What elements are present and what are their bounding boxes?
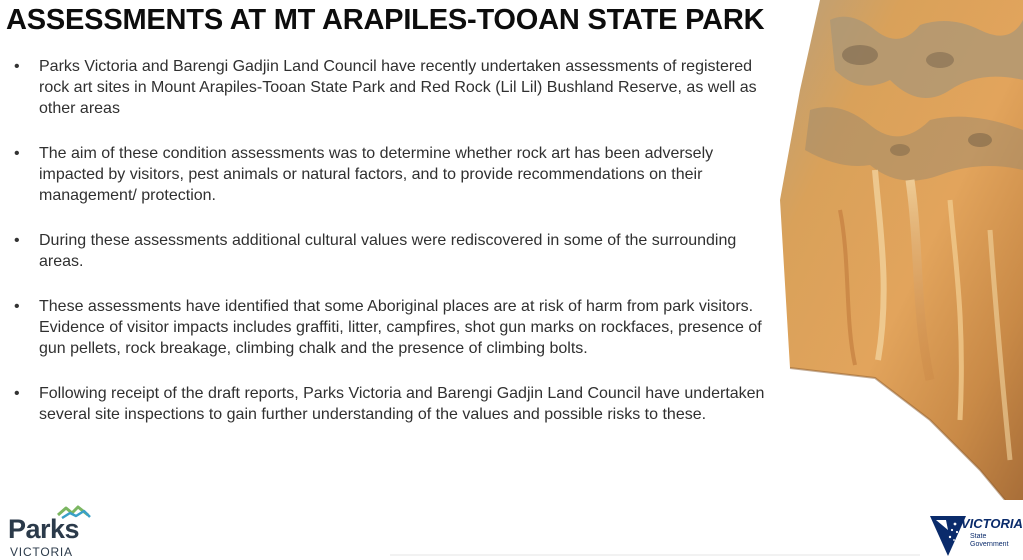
bullet-icon: • [14,145,20,162]
bullet-icon: • [14,58,20,75]
footer-divider [390,554,920,556]
list-item [14,296,774,359]
list-item [14,143,774,206]
rock-cliff-photo [780,0,1023,500]
bullet-icon: • [14,385,20,402]
victoria-logo-sub-line1: State [970,533,987,540]
bullet-text: Following receipt of the draft reports, Parks Victoria and Barengi Gadjin Land Council have undertaken several site inspections to gain further understanding of the values and possible risks to these. [39,385,765,423]
parks-logo-word: Parks [8,514,80,544]
victoria-logo-word: VICTORIA [961,516,1023,531]
list-item [14,56,774,119]
list-item [14,230,774,272]
bullet-text: Parks Victoria and Barengi Gadjin Land Council have recently undertaken assessments of registered rock art sites in Mount Arapiles-Tooan State Park and Red Rock (Lil Lil) Bushland Reserve, as well as other areas [39,58,757,117]
parks-victoria-logo [6,505,96,560]
victoria-state-government-logo [928,508,1023,560]
bullet-text: During these assessments additional cultural values were rediscovered in some of the surrounding areas. [39,232,737,270]
bullet-list [14,56,774,449]
victoria-logo-sub-line2: Government [970,541,1009,548]
bullet-text: These assessments have identified that some Aboriginal places are at risk of harm from park visitors. Evidence of visitor impacts includes graffiti, litter, campfires, shot gun marks on rockfaces, presence of gun pellets, rock breakage, climbing chalk and the presence of climbing bolts. [39,298,762,357]
bullet-icon: • [14,298,20,315]
bullet-text: The aim of these condition assessments was to determine whether rock art has been adversely impacted by visitors, pest animals or natural factors, and to provide recommendations on their management/ protection. [39,145,714,204]
bullet-icon: • [14,232,20,249]
list-item [14,383,774,425]
slide-title: ASSESSMENTS AT MT ARAPILES-TOOAN STATE PARK [6,4,765,36]
parks-logo-sub: VICTORIA [10,545,73,559]
victoria-logo-sub [970,533,1009,549]
